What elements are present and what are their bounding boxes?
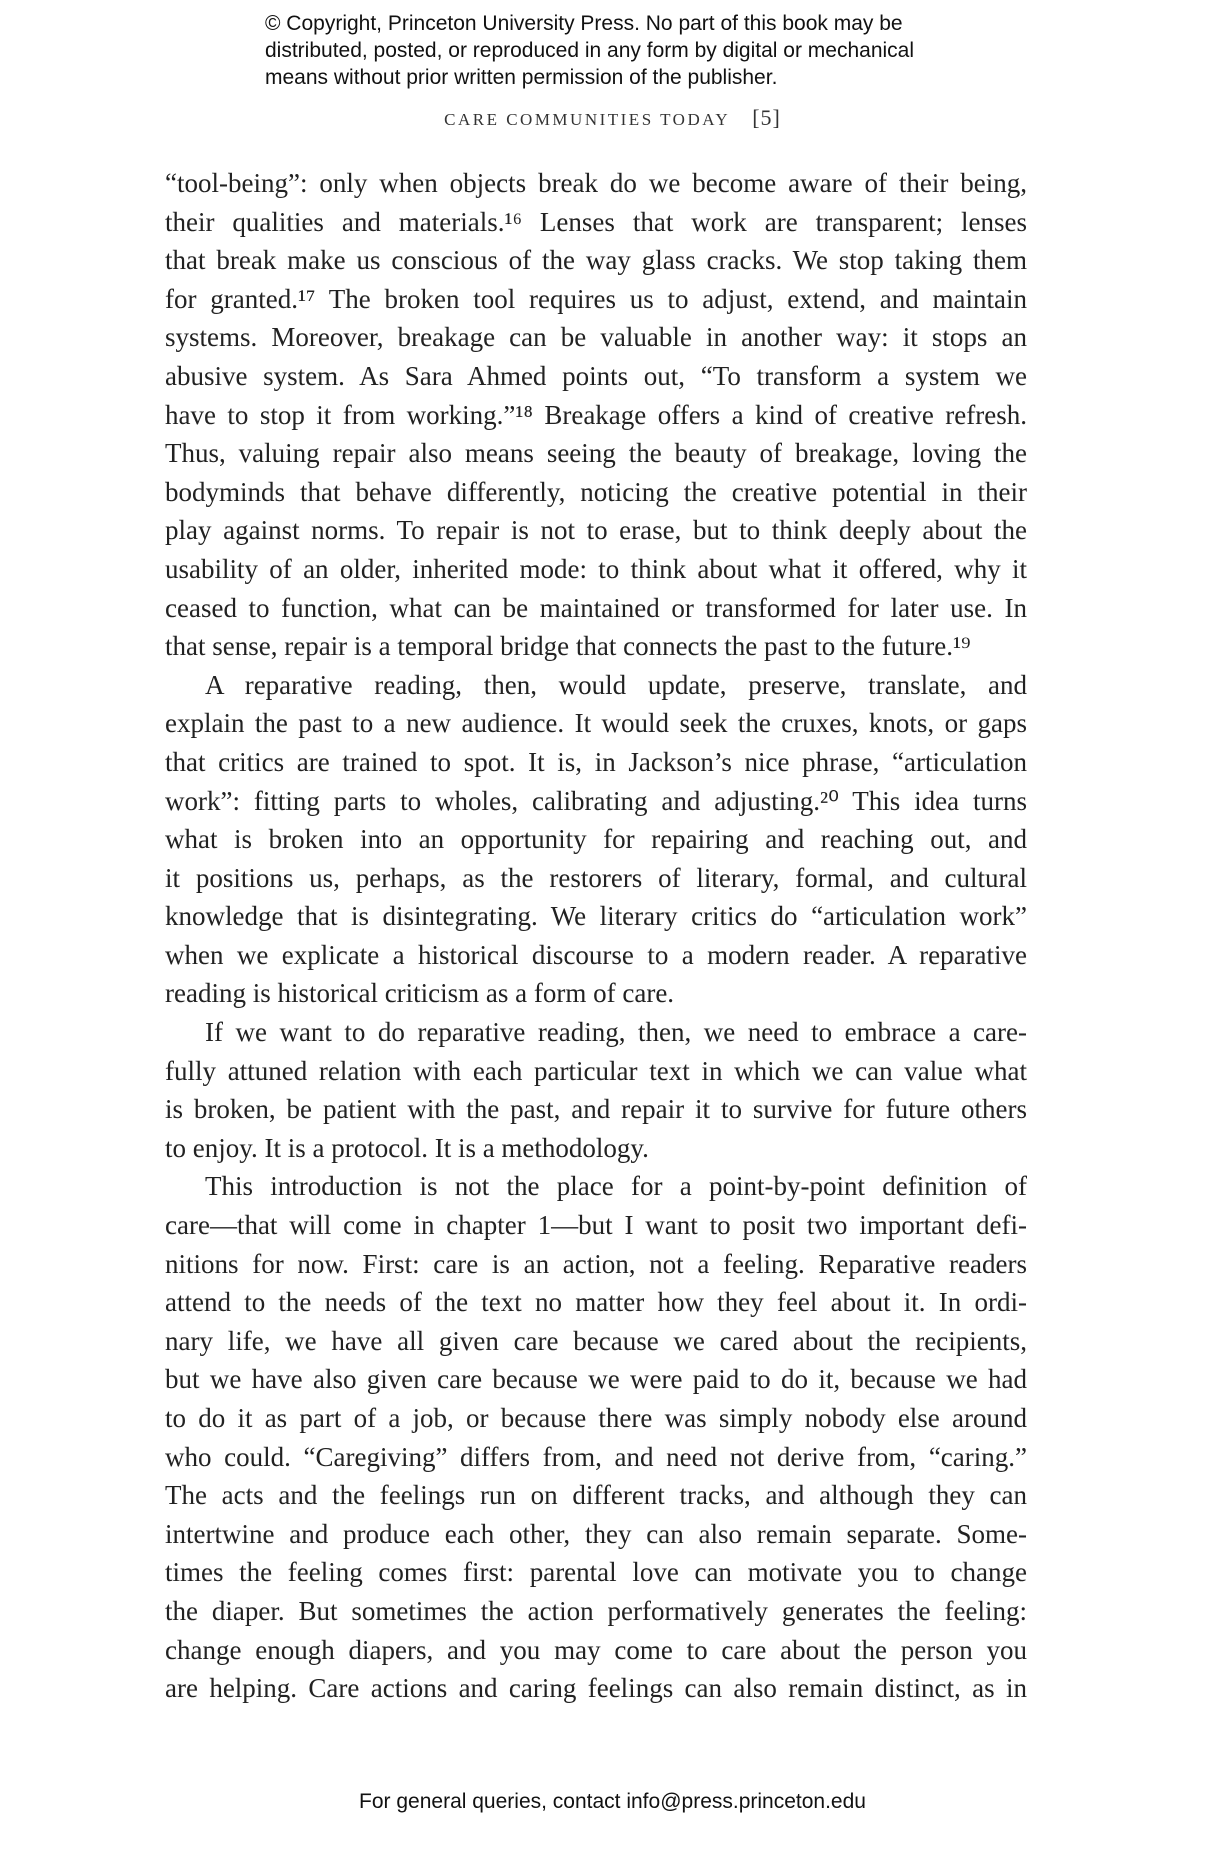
copyright-notice xyxy=(265,10,914,91)
text-line: play against norms. To repair is not to erase, but to think deeply about the xyxy=(165,515,1027,546)
text-line: have to stop it from working.”¹⁸ Breakage offers a kind of creative refresh. xyxy=(165,399,1027,430)
text-line: that critics are trained to spot. It is, in Jackson’s nice phrase, “articulation xyxy=(165,746,1027,777)
text-line: This introduction is not the place for a point-by-point definition of xyxy=(205,1171,1027,1202)
text-line: knowledge that is disintegrating. We literary critics do “articulation work” xyxy=(165,901,1027,932)
text-line: times the feeling comes first: parental love can motivate you to change xyxy=(165,1557,1027,1588)
text-line: ceased to function, what can be maintained or transformed for later use. In xyxy=(165,592,1027,623)
text-line: care—that will come in chapter 1—but I want to posit two important defi- xyxy=(165,1210,1027,1241)
copyright-line: distributed, posted, or reproduced in any form by digital or mechanical xyxy=(265,39,915,62)
footer-contact: For general queries, contact info@press.princeton.edu xyxy=(359,1790,866,1813)
text-line: who could. “Caregiving” differs from, and need not derive from, “caring.” xyxy=(165,1441,1027,1472)
text-line: change enough diapers, and you may come to care about the person you xyxy=(165,1634,1027,1665)
text-line: The acts and the feelings run on different tracks, and although they can xyxy=(165,1480,1027,1511)
text-line: nary life, we have all given care because we cared about the recipients, xyxy=(165,1325,1027,1356)
text-line: reading is historical criticism as a form of care. xyxy=(165,978,675,1009)
text-line: for granted.¹⁷ The broken tool requires us to adjust, extend, and maintain xyxy=(165,283,1027,314)
copyright-line: means without prior written permission of the publisher. xyxy=(265,66,778,89)
text-line: systems. Moreover, breakage can be valuable in another way: it stops an xyxy=(165,322,1027,353)
text-line: bodyminds that behave differently, noticing the creative potential in their xyxy=(165,476,1027,507)
running-head xyxy=(0,105,1225,131)
text-line: the diaper. But sometimes the action performatively generates the feeling: xyxy=(165,1595,1027,1626)
text-line: attend to the needs of the text no matter how they feel about it. In ordi- xyxy=(165,1287,1027,1318)
text-line: “tool-being”: only when objects break do we become aware of their being, xyxy=(165,168,1027,198)
text-line: Thus, valuing repair also means seeing the beauty of breakage, loving the xyxy=(165,438,1027,469)
page-number: [5] xyxy=(752,105,781,130)
text-line: that sense, repair is a temporal bridge that connects the past to the future.¹⁹ xyxy=(165,631,971,662)
text-line: when we explicate a historical discourse to a modern reader. A reparative xyxy=(165,939,1027,970)
text-line: fully attuned relation with each particular text in which we can value what xyxy=(165,1055,1027,1086)
text-line: are helping. Care actions and caring feelings can also remain distinct, as in xyxy=(165,1673,1027,1704)
text-line: to do it as part of a job, or because there was simply nobody else around xyxy=(165,1403,1027,1433)
copyright-line: © Copyright, Princeton University Press. No part of this book may be xyxy=(265,12,903,35)
text-line: is broken, be patient with the past, and repair it to survive for future others xyxy=(165,1094,1027,1125)
running-head-title: CARE COMMUNITIES TODAY xyxy=(444,110,731,129)
text-line: explain the past to a new audience. It would seek the cruxes, knots, or gaps xyxy=(165,708,1027,739)
text-line: abusive system. As Sara Ahmed points out, “To transform a system we xyxy=(165,360,1027,391)
text-line: that break make us conscious of the way glass cracks. We stop taking them xyxy=(165,245,1027,276)
text-line: it positions us, perhaps, as the restorers of literary, formal, and cultural xyxy=(165,862,1027,893)
text-line: their qualities and materials.¹⁶ Lenses that work are transparent; lenses xyxy=(165,206,1027,237)
text-line: work”: fitting parts to wholes, calibrating and adjusting.²⁰ This idea turns xyxy=(165,785,1027,816)
text-line: intertwine and produce each other, they can also remain separate. Some- xyxy=(165,1518,1027,1549)
text-line: but we have also given care because we were paid to do it, because we had xyxy=(165,1364,1027,1395)
text-line: usability of an older, inherited mode: to think about what it offered, why it xyxy=(165,553,1027,584)
text-line: to enjoy. It is a protocol. It is a methodology. xyxy=(165,1132,649,1163)
text-line: nitions for now. First: care is an action, not a feeling. Reparative readers xyxy=(165,1248,1027,1279)
text-line: what is broken into an opportunity for repairing and reaching out, and xyxy=(165,824,1027,855)
text-line: If we want to do reparative reading, then, we need to embrace a care- xyxy=(205,1017,1027,1048)
text-line: A reparative reading, then, would update, preserve, translate, and xyxy=(205,669,1027,700)
body-text xyxy=(165,164,1027,1708)
